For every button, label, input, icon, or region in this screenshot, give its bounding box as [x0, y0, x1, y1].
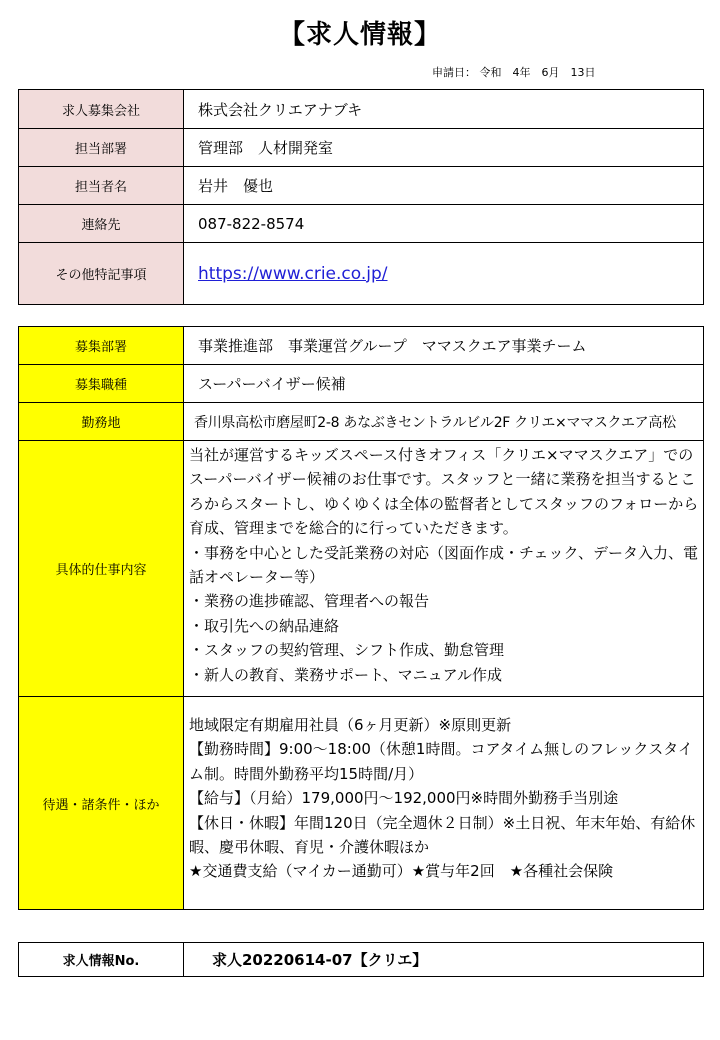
website-link[interactable]: https://www.crie.co.jp/ — [198, 263, 388, 284]
conditions-line: 地域限定有期雇用社員（6ヶ月更新）※原則更新 — [189, 716, 512, 734]
conditions-line: 【勤務時間】9:00～18:00（休憩1時間。コアタイム無しのフレックスタイム制。時間外勤務平均15時間/月） — [189, 740, 693, 783]
conditions-line: ★交通費支給（マイカー通勤可）★賞与年2回 ★各種社会保険 — [189, 862, 614, 881]
notes-label: その他特記事項 — [19, 243, 184, 305]
duties-line: 当社が運営するキッズスペース付きオフィス「クリエ×ママスクエア」でのスーパーバイザー候補のお仕事です。スタッフと一緒に業務を担当するところからスタートし、ゆくゆくは全体の監督者としてスタッフのフォローから育成、管理までを総合的に行っていただきます。 — [189, 446, 699, 538]
company-value: 株式会社クリエアナブキ — [184, 90, 704, 129]
position-label: 募集職種 — [19, 365, 184, 403]
job-number-value: 求人20220614-07【クリエ】 — [184, 943, 704, 977]
application-date: 申請日： 令和 4年 6月 13日 — [432, 66, 596, 79]
page-title: 【求人情報】 — [278, 20, 441, 50]
table-row — [19, 327, 704, 365]
table-row — [19, 365, 704, 403]
table-row — [19, 167, 704, 205]
duties-line: ・新人の教育、業務サポート、マニュアル作成 — [189, 665, 503, 684]
duties-line: ・事務を中心とした受託業務の対応（図面作成・チェック、データ入力、電話オペレーター等） — [189, 543, 698, 587]
table-row — [19, 205, 704, 243]
table-row — [19, 441, 704, 697]
job-info-table — [18, 326, 704, 910]
table-row — [19, 403, 704, 441]
location-value: 香川県高松市磨屋町2-8 あなぶきセントラルビル2F クリエ×ママスクエア高松 — [184, 403, 704, 441]
duties-label: 具体的仕事内容 — [19, 441, 184, 697]
table-row — [19, 129, 704, 167]
department-value: 管理部 人材開発室 — [184, 129, 704, 167]
table-row — [19, 943, 704, 977]
job-number-table — [18, 942, 704, 977]
company-info-table — [18, 89, 704, 305]
conditions-line: 【給与】（月給）179,000円～192,000円※時間外勤務手当別途 — [189, 789, 619, 808]
recruit-dept-value: 事業推進部 事業運営グループ ママスクエア事業チーム — [184, 327, 704, 365]
company-label: 求人募集会社 — [19, 90, 184, 129]
position-value: スーパーバイザー候補 — [184, 365, 704, 403]
recruit-dept-label: 募集部署 — [19, 327, 184, 365]
contact-person-label: 担当者名 — [19, 167, 184, 205]
contact-person-value: 岩井 優也 — [184, 167, 704, 205]
duties-content — [184, 441, 704, 697]
location-label: 勤務地 — [19, 403, 184, 441]
table-row — [19, 697, 704, 910]
notes-value — [184, 243, 704, 305]
duties-line: ・取引先への納品連絡 — [189, 616, 340, 635]
conditions-content — [184, 697, 704, 910]
conditions-label: 待遇・諸条件・ほか — [19, 697, 184, 910]
conditions-line: 【休日・休暇】年間120日（完全週休２日制）※土日祝、年末年始、有給休暇、慶弔休暇、育児・介護休暇ほか — [189, 813, 696, 857]
phone-value: 087-822-8574 — [184, 205, 704, 243]
table-row — [19, 90, 704, 129]
department-label: 担当部署 — [19, 129, 184, 167]
duties-line: ・スタッフの契約管理、シフト作成、勤怠管理 — [189, 641, 505, 660]
table-row — [19, 243, 704, 305]
phone-label: 連絡先 — [19, 205, 184, 243]
duties-line: ・業務の進捗確認、管理者への報告 — [189, 592, 430, 611]
job-number-label: 求人情報No. — [19, 943, 184, 977]
